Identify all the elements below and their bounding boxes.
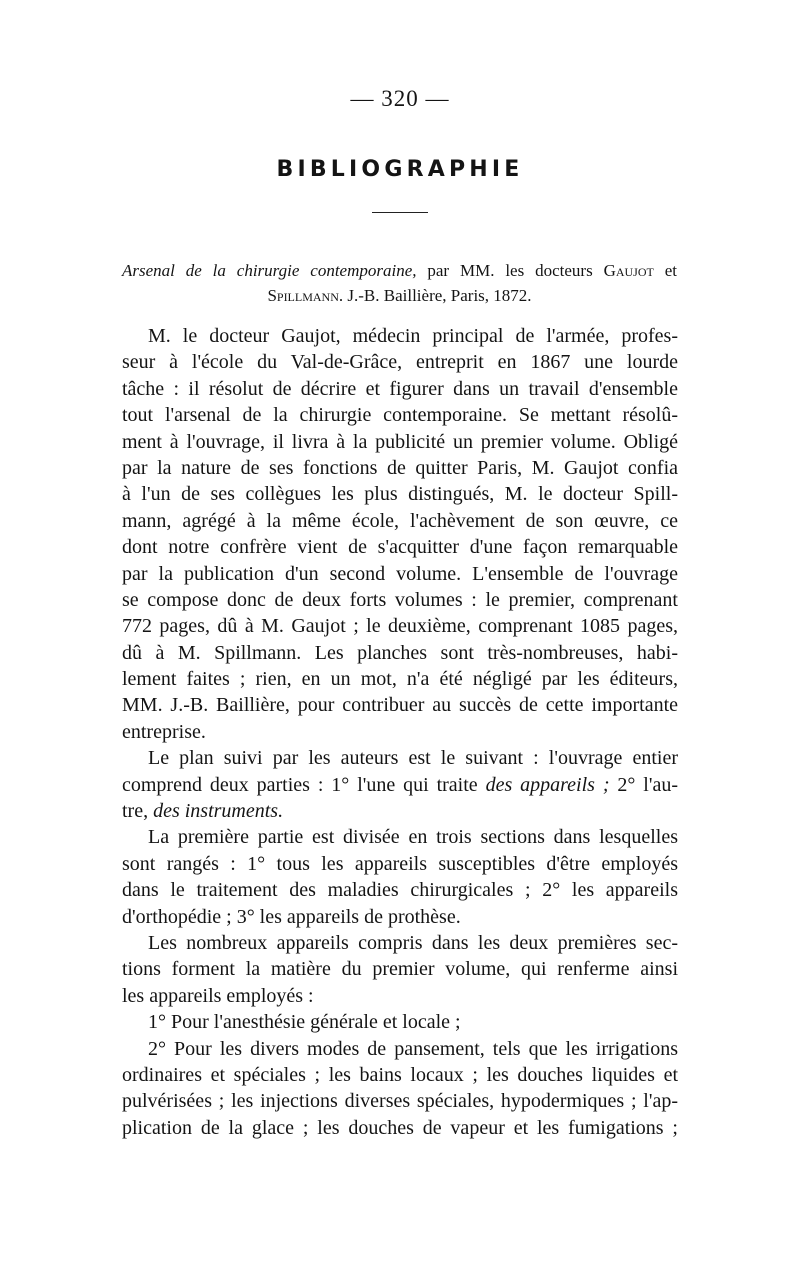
text-line: ment à l'ouvrage, il livra à la publicité un premier volume. Obligé	[122, 430, 678, 453]
text-line: lement faites ; rien, en un mot, n'a été négligé par les éditeurs,	[122, 668, 678, 691]
text-fragment: comprend deux parties : 1° l'une qui traite	[122, 773, 486, 796]
text-line: sont rangés : 1° tous les appareils susceptibles d'être employés	[122, 852, 678, 875]
text-line: dû à M. Spillmann. Les planches sont très-nombreuses, habi-	[122, 641, 678, 664]
text-line: se compose donc de deux forts volumes : le premier, comprenant	[122, 588, 678, 611]
citation-line-2	[122, 283, 677, 308]
text-line: M. le docteur Gaujot, médecin principal de l'armée, profes-	[148, 325, 678, 347]
text-line: dont notre confrère vient de s'acquitter d'une façon remarquable	[122, 536, 678, 559]
citation-title: Arsenal de la chirurgie contemporaine,	[122, 261, 417, 280]
text-line: MM. J.-B. Baillière, pour contribuer au succès de cette importante	[122, 694, 678, 717]
text-line: d'orthopédie ; 3° les appareils de prothèse.	[122, 905, 461, 928]
text-line: tout l'arsenal de la chirurgie contemporaine. Se mettant résolû-	[122, 404, 678, 427]
heading-divider	[372, 212, 428, 213]
text-line: ordinaires et spéciales ; les bains locaux ; les douches liquides et	[122, 1063, 678, 1086]
text-line: 1° Pour l'anesthésie générale et locale ;	[148, 1011, 461, 1034]
text-line: les appareils employés :	[122, 984, 314, 1007]
text-line: 772 pages, dû à M. Gaujot ; le deuxième, comprenant 1085 pages,	[122, 615, 678, 638]
text-line	[122, 798, 678, 824]
citation-author-2: Spillmann.	[267, 286, 344, 305]
text-line: seur à l'école du Val-de-Grâce, entreprit en 1867 une lourde	[122, 351, 678, 374]
text-line: Les nombreux appareils compris dans les deux premières sec-	[148, 931, 678, 954]
text-line: entreprise.	[122, 720, 206, 743]
text-line: dans le traitement des maladies chirurgicales ; 2° les appareils	[122, 879, 678, 902]
italic-phrase: des instruments.	[153, 800, 284, 823]
page-number: — 320 —	[350, 86, 450, 111]
text-line: tions forment la matière du premier volume, qui renferme ainsi	[122, 958, 678, 981]
citation-par: par MM. les docteurs	[427, 261, 593, 280]
italic-phrase: des appareils ;	[485, 773, 610, 796]
text-line: mann, agrégé à la même école, l'achèvement de son œuvre, ce	[122, 509, 678, 532]
body-text	[122, 323, 678, 1141]
text-line: plication de la glace ; les douches de vapeur et les fumigations ;	[122, 1116, 678, 1139]
citation-line-1	[122, 258, 677, 283]
text-line: pulvérisées ; les injections diverses spéciales, hypodermiques ; l'ap-	[122, 1090, 678, 1113]
text-fragment: tre,	[122, 800, 154, 823]
text-line	[122, 772, 678, 798]
book-citation	[122, 258, 677, 308]
text-line: 2° Pour les divers modes de pansement, tels que les irrigations	[148, 1037, 678, 1060]
text-line: La première partie est divisée en trois sections dans lesquelles	[148, 826, 678, 849]
citation-author-1: Gaujot	[603, 261, 654, 280]
text-fragment: 2° l'au-	[609, 773, 679, 796]
citation-et: et	[664, 261, 677, 280]
text-line: à l'un de ses collègues les plus distingués, M. le docteur Spill-	[122, 483, 678, 506]
text-line: Le plan suivi par les auteurs est le suivant : l'ouvrage entier	[148, 747, 678, 770]
section-heading: BIBLIOGRAPHIE	[276, 157, 524, 182]
text-line: par la publication d'un second volume. L'ensemble de l'ouvrage	[122, 562, 678, 585]
citation-publisher: J.-B. Baillière, Paris, 1872.	[347, 286, 532, 305]
text-line: par la nature de ses fonctions de quitter Paris, M. Gaujot confia	[122, 456, 678, 479]
text-line: tâche : il résolut de décrire et figurer dans un travail d'ensemble	[122, 377, 678, 400]
